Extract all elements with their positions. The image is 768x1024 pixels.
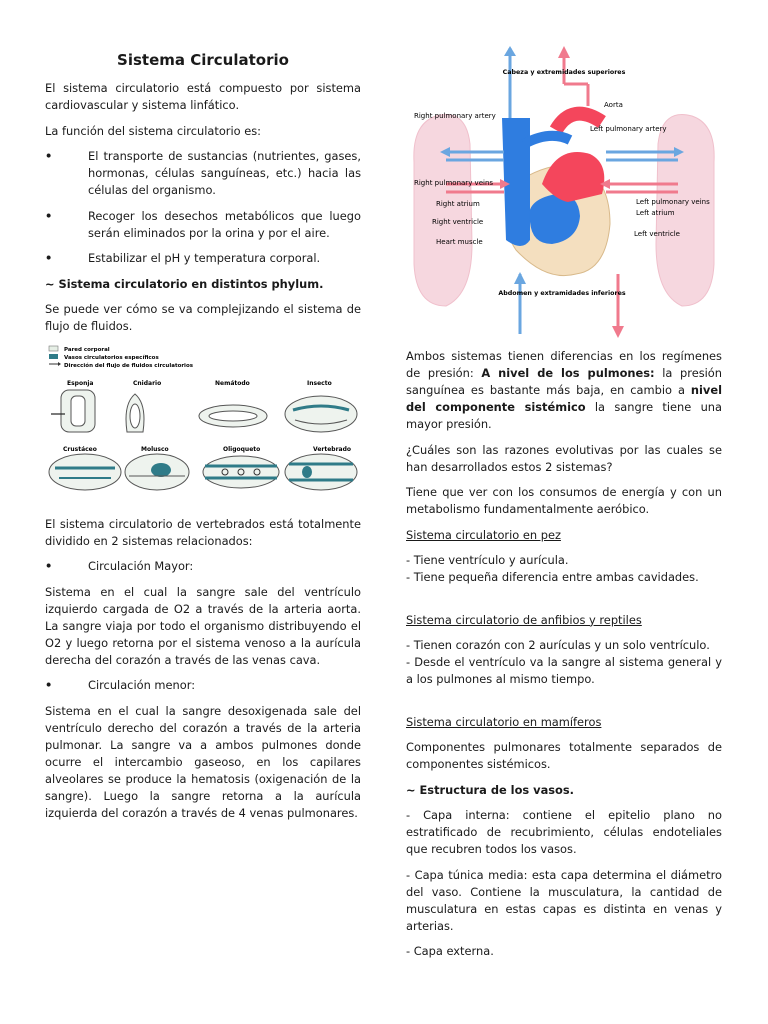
paragraph-intro: El sistema circulatorio está compuesto por sistema cardiovascular y sistema linfático. bbox=[45, 81, 361, 112]
text-run-bold: A nivel de los pulmones: bbox=[481, 366, 655, 380]
sponge-drawing bbox=[51, 390, 95, 432]
right-column bbox=[406, 0, 722, 969]
list-line: - Desde el ventrículo va la sangre al sistema general y a los pulmones al mismo tiempo. bbox=[406, 655, 722, 686]
list-line: - Tienen corazón con 2 aurículas y un solo ventrículo. bbox=[406, 638, 710, 652]
panel-label: Nemátodo bbox=[215, 379, 250, 387]
text-run: Ambos sistemas tienen diferencias en los regímenes de presión: bbox=[406, 349, 722, 380]
nematode-drawing bbox=[199, 405, 267, 427]
panel-label: Cnidario bbox=[133, 379, 162, 387]
phylum-figure bbox=[45, 344, 361, 504]
paragraph-mammals: Componentes pulmonares totalmente separados de componentes sistémicos. bbox=[406, 740, 722, 771]
heart-label: Aorta bbox=[604, 101, 623, 109]
bullet-item bbox=[45, 208, 361, 242]
panel-label: Molusco bbox=[141, 445, 169, 453]
list-line: - Tiene pequeña diferencia entre ambas cavidades. bbox=[406, 570, 699, 584]
paragraph-vertebrates: El sistema circulatorio de vertebrados está totalmente dividido en 2 sistemas relacionados: bbox=[45, 516, 361, 548]
heart-label: Left atrium bbox=[636, 209, 675, 217]
bullet-mark: • bbox=[45, 559, 53, 573]
crustacean-drawing bbox=[49, 454, 121, 490]
bullet-text: Recoger los desechos metabólicos que luego serán eliminados por la orina y por el aire. bbox=[88, 208, 361, 240]
heart-label: Right pulmonary veins bbox=[414, 179, 494, 187]
heart-label: Right pulmonary artery bbox=[414, 112, 496, 120]
heart-label: Left pulmonary veins bbox=[636, 198, 710, 206]
heart-label: Left ventricle bbox=[634, 230, 680, 238]
bullet-text: Estabilizar el pH y temperatura corporal. bbox=[88, 251, 321, 265]
paragraph-pressure bbox=[406, 348, 722, 433]
bullet-text: Circulación menor: bbox=[88, 678, 196, 692]
vertebrate-drawing bbox=[285, 454, 357, 490]
bullet-item bbox=[45, 677, 361, 694]
paragraph-question: ¿Cuáles son las razones evolutivas por las cuales se han desarrollados estos 2 sistemas? bbox=[406, 442, 722, 474]
panel-label: Insecto bbox=[307, 379, 332, 387]
heart-label-top: Cabeza y extremidades superiores bbox=[502, 69, 626, 76]
subheading-amphibians: Sistema circulatorio de anfibios y reptiles bbox=[406, 612, 642, 627]
oligochaete-drawing bbox=[203, 456, 279, 488]
cnidarian-drawing bbox=[126, 394, 144, 432]
bullet-text: El transporte de sustancias (nutrientes, gases, hormonas, células sanguíneas, etc.) hacia las células del organismo. bbox=[88, 149, 361, 197]
paragraph-major-circulation: Sistema en el cual la sangre sale del ventrículo izquierdo cargada de O2 a través de la arteria aorta. La sangre viaja por todo el organismo distribuyendo el O2 y luego retorna por el sistema venoso a la aurícula derecha del corazón a través de las venas cava. bbox=[45, 584, 361, 667]
list-line: - Tiene ventrículo y aurícula. bbox=[406, 553, 569, 567]
paragraph-answer: Tiene que ver con los consumos de energía y con un metabolismo fundamentalmente aeróbico. bbox=[406, 485, 722, 516]
text-run: la presión sanguínea es bastante más baja, en cambio a bbox=[406, 366, 722, 397]
heart-label: Left pulmonary artery bbox=[590, 125, 667, 133]
heart-label: Heart muscle bbox=[436, 238, 483, 246]
legend-label: Dirección del flujo de fluidos circulatorios bbox=[64, 362, 193, 369]
paragraph-complexity: Se puede ver cómo se va complejizando el sistema de flujo de fluidos. bbox=[45, 302, 361, 333]
panel-label: Esponja bbox=[67, 379, 94, 387]
insect-drawing bbox=[285, 396, 357, 432]
paragraph-layer-outer: - Capa externa. bbox=[406, 944, 494, 958]
heart-diagram bbox=[406, 44, 722, 338]
page-title: Sistema Circulatorio bbox=[117, 51, 289, 69]
heart-label: Right ventricle bbox=[432, 218, 484, 226]
text-run-bold: nivel del componente sistémico bbox=[406, 383, 722, 414]
panel-label: Vertebrado bbox=[313, 445, 352, 453]
bullet-mark: • bbox=[45, 149, 53, 163]
section-heading-phylum: ~ Sistema circulatorio en distintos phylum. bbox=[45, 276, 324, 291]
heart-label: Right atrium bbox=[436, 200, 480, 208]
heart-label-bottom: Abdomen y extramidades inferiores bbox=[498, 290, 626, 297]
subheading-mammals: Sistema circulatorio en mamíferos bbox=[406, 714, 602, 729]
paragraph-minor-circulation: Sistema en el cual la sangre desoxigenada sale del ventrículo derecho del corazón a través de la arteria pulmonar. La sangre va a ambos pulmones donde ocurre el intercambio gaseoso, en los capilares alveolares se produce la hematosis (oxigenación de la sangre). Luego la sangre retorna a la aurícula izquierda del corazón a través de 4 venas pulmonares. bbox=[45, 703, 361, 820]
phylum-diagram bbox=[45, 344, 361, 504]
paragraph-function: La función del sistema circulatorio es: bbox=[45, 123, 261, 138]
bullet-item bbox=[45, 250, 361, 267]
bullet-mark: • bbox=[45, 678, 53, 692]
subheading-fish: Sistema circulatorio en pez bbox=[406, 527, 561, 542]
bullet-item bbox=[45, 148, 361, 199]
paragraph-layer-media: - Capa túnica media: esta capa determina el diámetro del vaso. Contiene la musculatura, la cantidad de musculatura en estas capas es distinta en venas y arterias. bbox=[406, 867, 722, 933]
left-column bbox=[45, 0, 361, 830]
bullet-mark: • bbox=[45, 251, 53, 265]
section-heading-vessels: ~ Estructura de los vasos. bbox=[406, 782, 574, 797]
legend-label: Pared corporal bbox=[64, 346, 110, 353]
paragraph-layer-inner: - Capa interna: contiene el epitelio plano no estratificado de recubrimiento, células endoteliales que recubren todos los vasos. bbox=[406, 808, 722, 856]
legend-label: Vasos circulatorios específicos bbox=[64, 354, 159, 361]
bullet-mark: • bbox=[45, 208, 53, 223]
bullet-item bbox=[45, 558, 361, 575]
heart-figure bbox=[406, 44, 722, 338]
text-run: la sangre tiene una mayor presión. bbox=[406, 400, 722, 431]
panel-label: Crustáceo bbox=[63, 445, 97, 453]
mollusc-drawing bbox=[125, 454, 189, 490]
bullet-text: Circulación Mayor: bbox=[88, 559, 194, 573]
panel-label: Oligoqueto bbox=[223, 445, 261, 453]
